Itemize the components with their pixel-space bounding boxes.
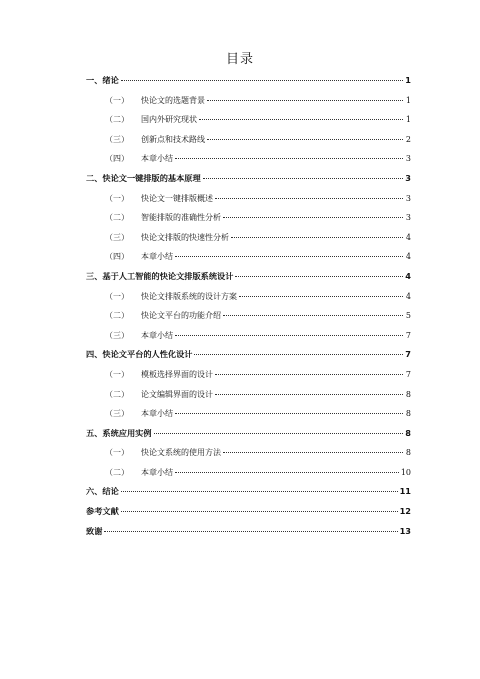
toc-dot-leader <box>239 296 403 297</box>
toc-entry-label: 绪论 <box>102 75 119 85</box>
page-title: 目录 <box>225 52 254 67</box>
toc-entry-page: 2 <box>405 134 411 144</box>
toc-entry-number: 六、 <box>86 486 103 497</box>
toc-entry-page: 13 <box>399 525 411 536</box>
toc-entry-number: （一） <box>105 95 129 105</box>
toc-entry-page: 8 <box>405 448 411 458</box>
toc-dot-leader <box>175 472 399 473</box>
toc-dot-leader <box>199 119 403 120</box>
toc-entry-page: 3 <box>405 172 411 183</box>
toc-entry-page: 11 <box>399 486 411 497</box>
toc-dot-leader <box>215 394 403 395</box>
toc-entry-page: 3 <box>405 154 411 164</box>
toc-entry-number: （三） <box>105 232 129 242</box>
toc-entry-number: （二） <box>105 467 129 477</box>
toc-entry-label: 快论文一键排版的基本原理 <box>102 172 201 183</box>
toc-dot-leader <box>207 100 403 101</box>
toc-entry-number: （四） <box>105 252 129 262</box>
toc-entry-number: 一、 <box>86 75 103 85</box>
toc-entry-number: （三） <box>105 134 129 144</box>
toc-section-entry[interactable] <box>86 287 411 307</box>
toc-entry-page: 5 <box>405 311 411 321</box>
toc-entry-label: 国内外研究现状 <box>141 115 197 125</box>
toc-entry-number: 四、 <box>86 349 103 360</box>
toc-entry-number: （二） <box>105 213 129 223</box>
toc-entry-page: 7 <box>405 369 411 379</box>
toc-section-entry[interactable] <box>86 404 411 424</box>
toc-entry-page: 10 <box>400 467 411 477</box>
toc-dot-leader <box>203 178 403 179</box>
toc-entry-page: 7 <box>405 349 411 360</box>
toc-entry-page: 4 <box>405 291 411 301</box>
toc-section-entry[interactable] <box>86 463 411 483</box>
toc-chapter-entry[interactable] <box>86 267 411 287</box>
toc-entry-page: 4 <box>405 270 411 281</box>
toc-entry-number: （二） <box>105 311 129 321</box>
toc-entry-page: 4 <box>405 252 411 262</box>
toc-entry-number: 三、 <box>86 270 103 281</box>
toc-entry-label: 本章小结 <box>141 330 173 340</box>
toc-entry-label: 快论文的选题背景 <box>141 95 205 105</box>
toc-entry-page: 3 <box>405 193 411 203</box>
toc-entry-label: 快论文一键排版概述 <box>141 193 213 203</box>
toc-section-entry[interactable] <box>86 247 411 267</box>
toc-dot-leader <box>175 335 403 336</box>
toc-section-entry[interactable] <box>86 208 411 228</box>
toc-entry-page: 8 <box>405 427 411 438</box>
toc-dot-leader <box>154 433 403 434</box>
toc-entry-label: 创新点和技术路线 <box>141 134 205 144</box>
toc-entry-label: 模板选择界面的设计 <box>141 369 213 379</box>
toc-entry-label: 基于人工智能的快论文排版系统设计 <box>102 270 234 281</box>
toc-entry-label: 系统应用实例 <box>102 427 152 438</box>
toc-dot-leader <box>231 237 403 238</box>
toc-entry-label: 快论文排版系统的设计方案 <box>141 291 237 301</box>
toc-section-entry[interactable] <box>86 443 411 463</box>
toc-entry-page: 3 <box>405 213 411 223</box>
toc-dot-leader <box>104 531 397 532</box>
toc-entry-page: 8 <box>405 409 411 419</box>
toc-chapter-entry[interactable] <box>86 424 411 444</box>
toc-entry-number: 二、 <box>86 172 103 183</box>
toc-dot-leader <box>175 256 403 257</box>
toc-section-entry[interactable] <box>86 228 411 248</box>
toc-section-entry[interactable] <box>86 110 411 130</box>
toc-entry-number: （二） <box>105 115 129 125</box>
toc-entry-label: 本章小结 <box>141 154 173 164</box>
toc-chapter-entry[interactable] <box>86 71 411 91</box>
toc-dot-leader <box>207 139 403 140</box>
toc-dot-leader <box>223 315 403 316</box>
toc-chapter-entry[interactable] <box>86 345 411 365</box>
toc-dot-leader <box>194 354 403 355</box>
toc-dot-leader <box>175 158 403 159</box>
toc-entry-number: （二） <box>105 389 129 399</box>
toc-dot-leader <box>223 217 403 218</box>
toc-entry-page: 1 <box>405 95 411 105</box>
toc-dot-leader <box>121 491 398 492</box>
toc-section-entry[interactable] <box>86 365 411 385</box>
toc-entry-page: 1 <box>405 75 411 85</box>
toc-entry-number: （一） <box>105 193 129 203</box>
toc-chapter-entry[interactable] <box>86 482 411 502</box>
toc-entry-label: 结论 <box>102 486 119 497</box>
toc-chapter-entry[interactable] <box>86 502 411 522</box>
toc-entry-label: 智能排版的准确性分析 <box>141 213 221 223</box>
toc-entry-number: （一） <box>105 369 129 379</box>
toc-dot-leader <box>121 80 403 81</box>
toc-entry-label: 快论文平台的人性化设计 <box>102 349 193 360</box>
toc-entry-page: 7 <box>405 330 411 340</box>
toc-entry-label: 快论文平台的功能介绍 <box>141 311 221 321</box>
toc-section-entry[interactable] <box>86 149 411 169</box>
toc-entry-number: 五、 <box>86 427 103 438</box>
toc-section-entry[interactable] <box>86 189 411 209</box>
toc-section-entry[interactable] <box>86 91 411 111</box>
toc-section-entry[interactable] <box>86 306 411 326</box>
toc-dot-leader <box>215 374 403 375</box>
toc-entry-label: 论文编辑界面的设计 <box>141 389 213 399</box>
toc-entry-number: （三） <box>105 409 129 419</box>
toc-entry-page: 1 <box>405 115 411 125</box>
toc-dot-leader <box>235 276 403 277</box>
toc-chapter-entry[interactable] <box>86 522 411 542</box>
toc-entry-label: 本章小结 <box>141 467 173 477</box>
toc-entry-label: 快论文排版的快速性分析 <box>141 232 229 242</box>
toc-entry-label: 快论文系统的使用方法 <box>141 448 221 458</box>
toc-entry-number: （三） <box>105 330 129 340</box>
toc-entry-label: 本章小结 <box>141 409 173 419</box>
toc-entry-page: 8 <box>405 389 411 399</box>
toc-entry-page: 4 <box>405 232 411 242</box>
toc-entry-label: 本章小结 <box>141 252 173 262</box>
toc-entry-page: 12 <box>399 506 411 517</box>
toc-dot-leader <box>215 198 403 199</box>
toc-entry-number: （一） <box>105 448 129 458</box>
toc-dot-leader <box>223 452 403 453</box>
toc-entry-number: （一） <box>105 291 129 301</box>
toc-chapter-entry[interactable] <box>86 169 411 189</box>
toc-entry-number: （四） <box>105 154 129 164</box>
toc-entry-label: 致谢 <box>86 525 103 536</box>
toc-section-entry[interactable] <box>86 385 411 405</box>
toc-entry-label: 参考文献 <box>86 506 119 517</box>
toc-dot-leader <box>175 413 403 414</box>
toc-section-entry[interactable] <box>86 130 411 150</box>
toc-dot-leader <box>121 511 398 512</box>
toc-section-entry[interactable] <box>86 326 411 346</box>
table-of-contents <box>86 71 411 541</box>
